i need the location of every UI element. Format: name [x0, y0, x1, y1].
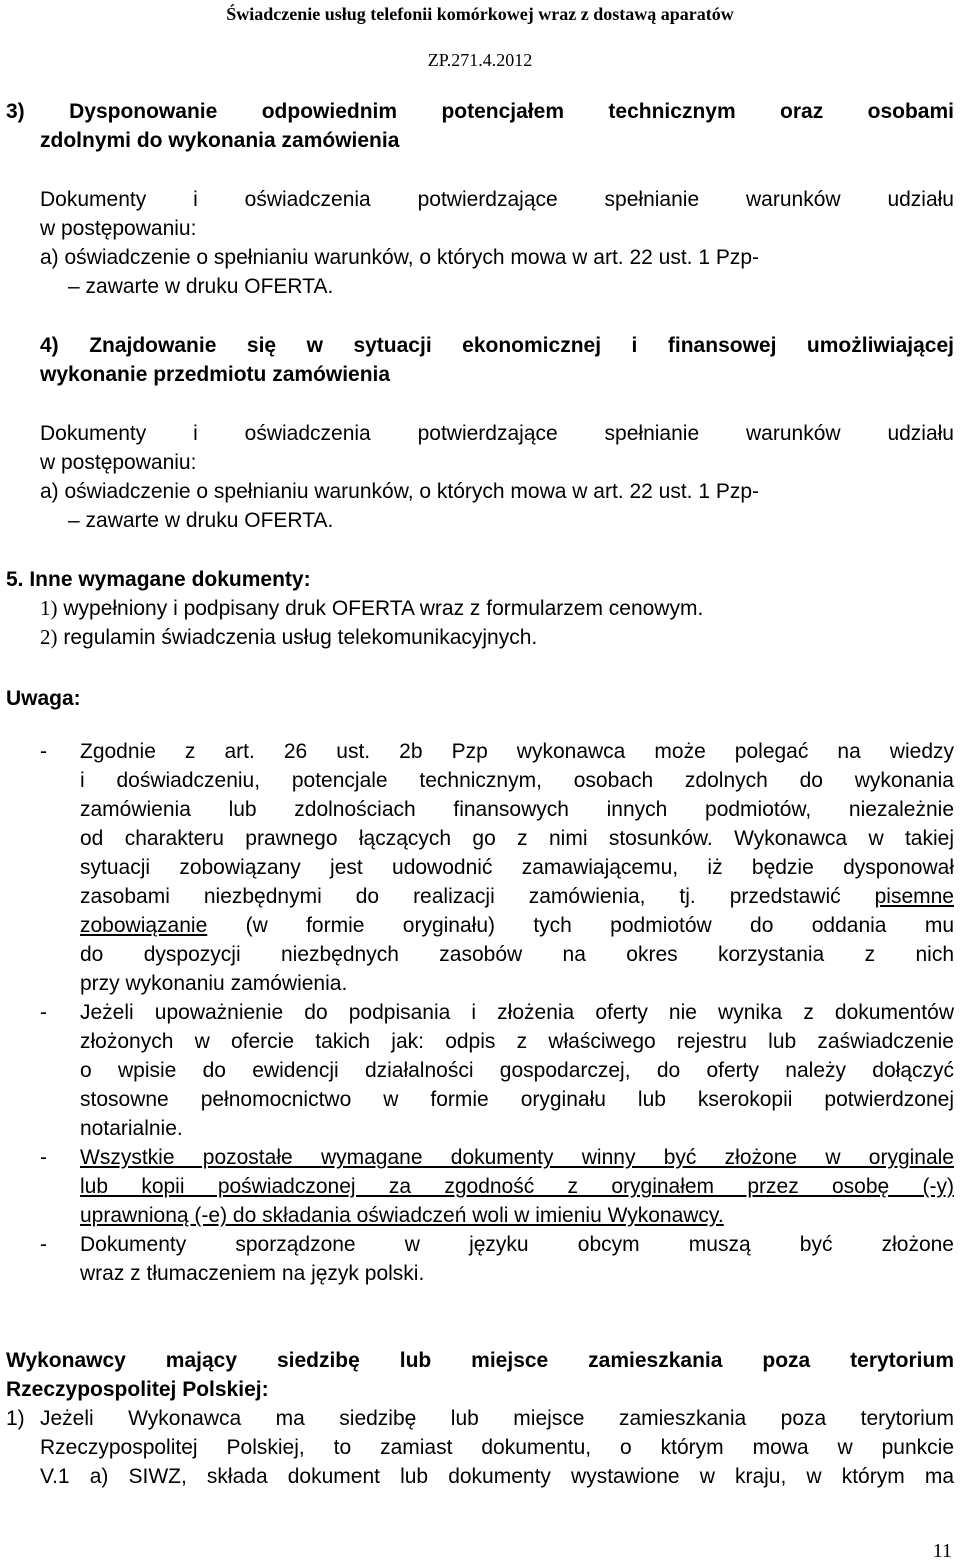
section-3-body: Dokumenty i oświadczenia potwierdzające spełnianie warunków udziału w postępowaniu: a) oświadczenie o spełnianiu warunków, o których mowa w art. 22 ust. 1 Pzp- – zawarte w druku OFERTA. [40, 188, 954, 298]
foreign-heading: Wykonawcy mający siedzibę lub miejsce zamieszkania poza terytorium Rzeczypospolitej Polskiej: [6, 1349, 954, 1401]
section-3-heading: 3) Dysponowanie odpowiednim potencjałem technicznym oraz osobami zdolnymi do wykonania zamówienia [6, 100, 954, 152]
list-item: 1) Jeżeli Wykonawca ma siedzibę lub miejsce zamieszkania poza terytorium Rzeczypospolitej Polskiej, to zamiast dokumentu, o którym mowa w punkcie V.1 a) SIWZ, składa dokument lub dokumenty wystawione w kraju, w którym ma [6, 1407, 954, 1488]
section-4-heading: 4) Znajdowanie się w sytuacji ekonomicznej i finansowej umożliwiającej wykonanie przedmiotu zamówienia [40, 334, 954, 386]
list-item: - Jeżeli upoważnienie do podpisania i złożenia oferty nie wynika z dokumentów złożonych w ofercie takich jak: odpis z właściwego rejestru lub zaświadczenie o wpisie do ewidencji działalności gospodarczej, do oferty należy dołączyć stosowne pełnomocnictwo w formie oryginału lub kserokopii potwierdzonej notarialnie. [40, 1001, 954, 1140]
uwaga-list [6, 737, 954, 1288]
section-5 [6, 565, 954, 652]
list-item: - Dokumenty sporządzone w języku obcym muszą być złożone wraz z tłumaczeniem na język polski. [40, 1233, 954, 1285]
header-title: Świadczenie usług telefonii komórkowej wraz z dostawą aparatów [226, 4, 734, 24]
list-item: 2) regulamin świadczenia usług telekomunikacyjnych. [40, 625, 538, 649]
uwaga-heading: Uwaga: [6, 687, 81, 710]
page-number: 11 [932, 1540, 952, 1562]
header-reference: ZP.271.4.2012 [427, 50, 533, 70]
list-item: 1) wypełniony i podpisany druk OFERTA wraz z formularzem cenowym. [40, 596, 704, 620]
section-4-body: Dokumenty i oświadczenia potwierdzające spełnianie warunków udziału w postępowaniu: a) oświadczenie o spełnianiu warunków, o których mowa w art. 22 ust. 1 Pzp- – zawarte w druku OFERTA. [40, 422, 954, 532]
section-5-heading: 5. Inne wymagane dokumenty: [6, 568, 311, 591]
list-item: - Wszystkie pozostałe wymagane dokumenty winny być złożone w oryginale lub kopii poświadczonej za zgodność z oryginałem przez osobę (-y) uprawnioną (-e) do składania oświadczeń woli w imieniu Wykonawcy. [40, 1146, 954, 1227]
foreign-body [6, 1404, 954, 1491]
list-item: - Zgodnie z art. 26 ust. 2b Pzp wykonawca może polegać na wiedzy i doświadczeniu, potencjale technicznym, osobach zdolnych do wykonania zamówienia lub zdolnościach finansowych innych podmiotów, niezależnie od charakteru prawnego łączących go z nimi stosunków. Wykonawca w takiej sytuacji zobowiązany jest udowodnić zamawiającemu, iż będzie dysponował zasobami niezbędnymi do realizacji zamówienia, tj. przedstawić pisemne zobowiązanie (w formie oryginału) tych podmiotów do oddania mu do dyspozycji niezbędnych zasobów na okres korzystania z nich przy wykonaniu zamówienia. [40, 740, 954, 995]
